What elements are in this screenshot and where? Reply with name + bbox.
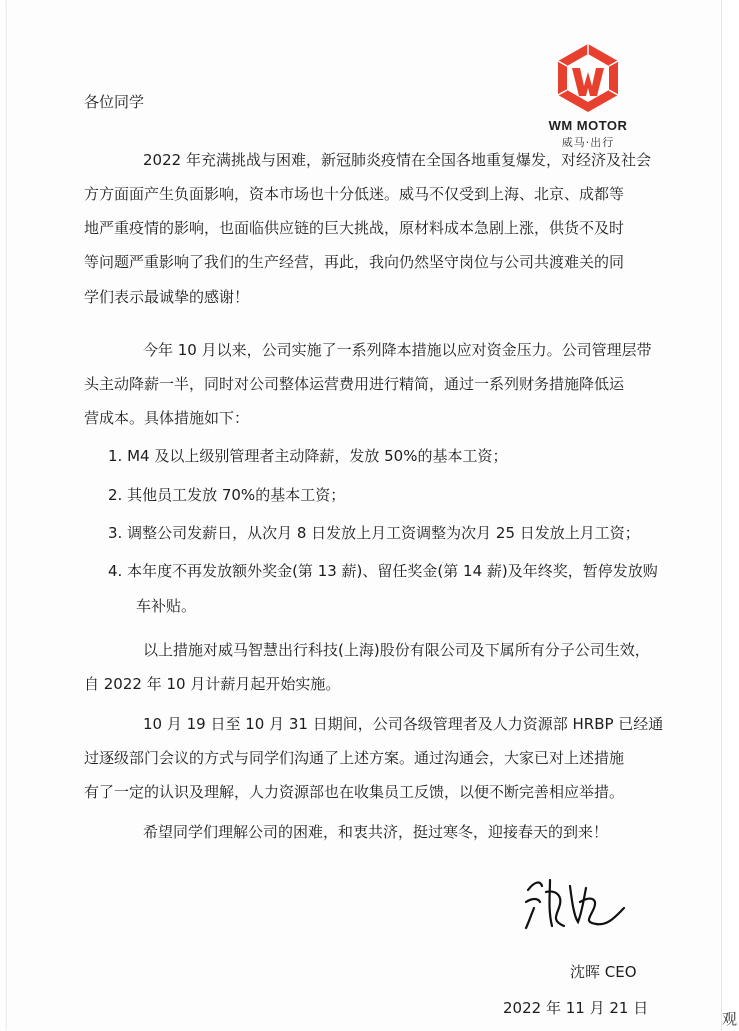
paragraph-line: 自 2022 年 10 月计薪月起开始实施。: [84, 675, 341, 693]
letter-date: 2022 年 11 月 21 日: [503, 999, 649, 1017]
list-item: 1. M4 及以上级别管理者主动降薪，发放 50%的基本工资；: [108, 447, 508, 465]
wm-motor-logo: [538, 42, 638, 150]
list-item: 2. 其他员工发放 70%的基本工资；: [108, 486, 346, 504]
paragraph-line: 希望同学们理解公司的困难，和衷共济，挺过寒冬，迎接春天的到来！: [143, 823, 609, 841]
greeting: 各位同学: [84, 93, 145, 111]
logo-brand-text: WM MOTOR: [548, 118, 628, 133]
paragraph-line: 方方面面产生负面影响，资本市场也十分低迷。威马不仅受到上海、北京、成都等: [84, 185, 625, 203]
paragraph-line: 以上措施对威马智慧出行科技(上海)股份有限公司及下属所有分子公司生效，: [143, 641, 650, 659]
paragraph-line: 等问题严重影响了我们的生产经营，再此，我向仍然坚守岗位与公司共渡难关的同: [84, 253, 625, 271]
paragraph-line: 10 月 19 日至 10 月 31 日期间，公司各级管理者及人力资源部 HRBP 已经通: [143, 715, 664, 733]
handwritten-signature: [520, 872, 630, 936]
wm-logo-icon: [554, 42, 622, 114]
list-item: 4. 本年度不再发放额外奖金(第 13 薪)、留任奖金(第 14 薪)及年终奖，暂停发放购: [108, 562, 658, 580]
logo-cn-text: 威马·出行: [561, 136, 615, 149]
paragraph-line: 2022 年充满挑战与困难，新冠肺炎疫情在全国各地重复爆发，对经济及社会: [143, 151, 651, 169]
paragraph-line: 地严重疫情的影响，也面临供应链的巨大挑战，原材料成本急剧上涨，供货不及时: [84, 219, 625, 237]
paragraph-line: 营成本。具体措施如下：: [84, 409, 250, 427]
paragraph-line: 有了一定的认识及理解，人力资源部也在收集员工反馈，以便不断完善相应举措。: [84, 783, 625, 801]
list-item: 3. 调整公司发薪日，从次月 8 日发放上月工资调整为次月 25 日发放上月工资；: [108, 524, 640, 542]
paragraph-line: 过逐级部门会议的方式与同学们沟通了上述方案。通过沟通会，大家已对上述措施: [84, 749, 625, 767]
signature-name: 沈晖 CEO: [570, 963, 637, 981]
edge-fragment-text: 观: [722, 1010, 738, 1028]
paragraph-line: 头主动降薪一半，同时对公司整体运营费用进行精简，通过一系列财务措施降低运: [84, 375, 625, 393]
list-item-continuation: 车补贴。: [136, 597, 197, 615]
page-edge: [721, 0, 739, 1031]
paragraph-line: 学们表示最诚挚的感谢！: [84, 288, 250, 306]
paragraph-line: 今年 10 月以来，公司实施了一系列降本措施以应对资金压力。公司管理层带: [143, 341, 652, 359]
